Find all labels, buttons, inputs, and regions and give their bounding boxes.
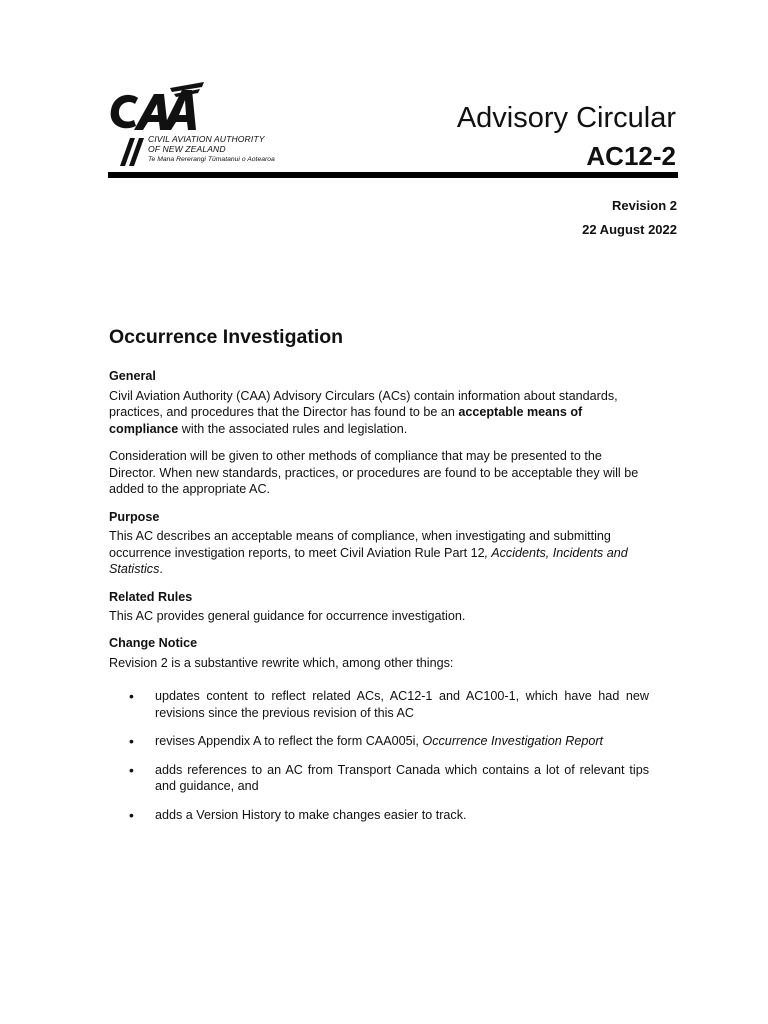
header-rule	[108, 172, 678, 178]
purpose-paragraph	[109, 528, 649, 578]
list-item-text: revises Appendix A to reflect the form CAA005i,	[155, 734, 423, 749]
general-p1-bold: acceptable means of compliance	[109, 405, 583, 436]
logo-line-1: CIVIL AVIATION AUTHORITY	[148, 134, 265, 144]
list-item-text: adds references to an AC from Transport Canada which contains a lot of relevant tips and guidance, and	[155, 762, 649, 794]
bullet-icon: •	[129, 733, 134, 750]
document-title: Occurrence Investigation	[109, 326, 344, 348]
section-general	[109, 368, 649, 497]
bullet-icon: •	[129, 761, 134, 778]
logo-line-3: Te Mana Rererangi Tūmatanui o Aotearoa	[148, 156, 275, 164]
document-body	[109, 326, 649, 835]
general-paragraph-2: Consideration will be given to other methods of compliance that may be presented to the Director. When new standards, practices, or procedures are found to be acceptable they will be added to the appropriate AC.	[109, 449, 639, 497]
section-purpose	[109, 509, 649, 578]
list-item	[109, 733, 649, 750]
revision-date: 22 August 2022	[582, 222, 677, 237]
logo-line-2: OF NEW ZEALAND	[148, 143, 226, 154]
related-rules-paragraph: This AC provides general guidance for occurrence investigation.	[109, 608, 466, 623]
change-list	[109, 688, 649, 823]
purpose-text-end: .	[159, 562, 163, 577]
general-p1-text: Civil Aviation Authority (CAA) Advisory Circulars (ACs) contain information about standards, practices, and procedures that the Director has found to be an	[109, 388, 618, 420]
list-item	[109, 688, 649, 721]
general-p1-text-end: with the associated rules and legislation.	[178, 421, 408, 436]
purpose-text: This AC describes an acceptable means of compliance, when investigating and submitting occurrence investigation reports, to meet Civil Aviation Rule Part 12	[109, 529, 611, 560]
caa-logo	[108, 80, 280, 172]
logo-text	[148, 135, 275, 164]
section-heading-change-notice: Change Notice	[109, 636, 198, 651]
general-paragraph-1	[109, 388, 649, 438]
section-heading-purpose: Purpose	[109, 509, 160, 524]
document-type: Advisory Circular	[456, 102, 676, 134]
section-heading-related-rules: Related Rules	[109, 589, 193, 604]
bullet-icon: •	[129, 688, 134, 705]
list-item-italic: Occurrence Investigation Report	[422, 734, 604, 749]
list-item	[109, 762, 649, 795]
section-heading-general: General	[109, 369, 156, 384]
revision-label: Revision 2	[611, 198, 677, 213]
change-notice-intro: Revision 2 is a substantive rewrite which, among other things:	[109, 655, 454, 670]
section-change-notice	[109, 635, 649, 823]
list-item-text: adds a Version History to make changes easier to track.	[155, 807, 467, 822]
list-item-text: updates content to reflect related ACs, AC12-1 and AC100-1, which have had new revisions since the previous revision of this AC	[155, 689, 649, 720]
document-number: AC12-2	[586, 141, 676, 171]
list-item	[109, 807, 649, 824]
section-related-rules	[109, 589, 649, 625]
purpose-rule-title: , Accidents, Incidents and Statistics	[109, 545, 628, 577]
bullet-icon: •	[129, 806, 134, 823]
